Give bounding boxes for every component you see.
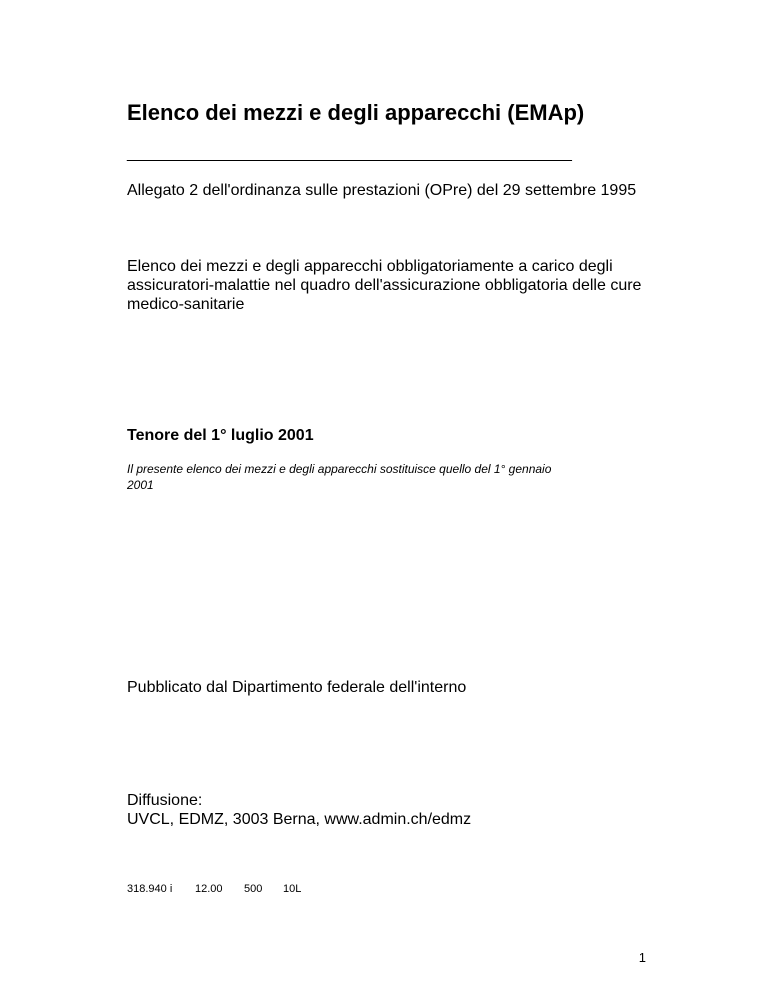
edition-code: 10L bbox=[283, 883, 302, 895]
document-description: Elenco dei mezzi e degli apparecchi obbligatoriamente a carico degli assicuratori-malattie nel quadro dell'assicurazione obbligatoria delle cure medico-sanitarie bbox=[127, 258, 642, 313]
title-underline: __________________________________________________ bbox=[127, 145, 572, 162]
print-run-code: 500 bbox=[244, 883, 263, 895]
supersedes-note: Il presente elenco dei mezzi e degli apparecchi sostituisce quello del 1° gennaio 2001 bbox=[127, 462, 552, 492]
publication-code: 318.940 i bbox=[127, 883, 173, 895]
version-date: Tenore del 1° luglio 2001 bbox=[127, 427, 314, 444]
page-number: 1 bbox=[638, 950, 646, 965]
distribution-label: Diffusione: bbox=[127, 792, 203, 809]
publication-date-code: 12.00 bbox=[195, 883, 223, 895]
document-title: Elenco dei mezzi e degli apparecchi (EMAp) bbox=[127, 100, 585, 125]
publisher-line: Pubblicato dal Dipartimento federale dell'interno bbox=[127, 679, 467, 696]
distribution-value: UVCL, EDMZ, 3003 Berna, www.admin.ch/edmz bbox=[127, 811, 472, 828]
annex-reference: Allegato 2 dell'ordinanza sulle prestazioni (OPre) del 29 settembre 1995 bbox=[127, 182, 637, 199]
